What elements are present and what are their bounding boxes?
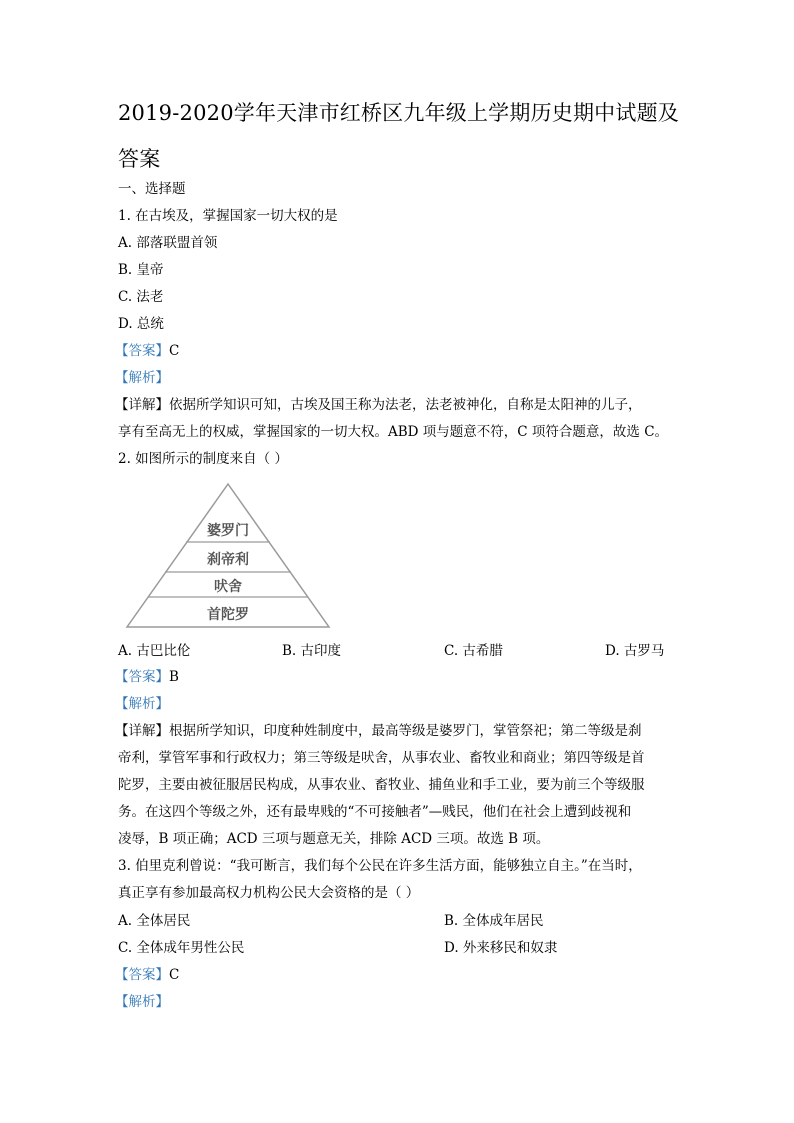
q2-answer-value: B bbox=[169, 669, 179, 685]
q1-answer bbox=[115, 342, 179, 360]
q2-detail-text: 根据所学知识，印度种姓制度中，最高等级是婆罗门，掌管祭祀；第二等级是刹 bbox=[169, 723, 642, 739]
caste-pyramid-figure bbox=[120, 480, 340, 632]
q3-analysis-label: 【解析】 bbox=[115, 994, 169, 1010]
q2-analysis-label: 【解析】 bbox=[115, 696, 169, 712]
q3-option-b: B. 全体成年居民 bbox=[444, 913, 544, 929]
q2-option-b: B. 古印度 bbox=[282, 643, 342, 659]
document-title-line-2: 答案 bbox=[118, 147, 161, 171]
q1-answer-value: C bbox=[169, 343, 180, 359]
q3-stem-line-2: 真正享有参加最高权力机构公民大会资格的是（ ） bbox=[118, 885, 420, 901]
q1-option-b: B. 皇帝 bbox=[118, 262, 164, 278]
pyramid-level-4: 首陀罗 bbox=[207, 607, 249, 623]
q2-detail-line-1 bbox=[115, 722, 642, 740]
answer-label: 【答案】 bbox=[115, 967, 169, 983]
q1-option-d: D. 总统 bbox=[118, 316, 164, 332]
answer-label: 【答案】 bbox=[115, 343, 169, 359]
detail-label: 【详解】 bbox=[115, 397, 169, 413]
q1-stem: 1. 在古埃及，掌握国家一切大权的是 bbox=[118, 208, 338, 224]
q1-detail-text: 依据所学知识可知，古埃及国王称为法老，法老被神化，自称是太阳神的儿子， bbox=[169, 397, 642, 413]
q3-answer bbox=[115, 966, 179, 984]
q1-analysis-label: 【解析】 bbox=[115, 370, 169, 386]
q1-detail-line-2: 享有至高无上的权威，掌握国家的一切大权。ABD 项与题意不符，C 项符合题意，故选 C。 bbox=[118, 424, 669, 440]
section-heading: 一、选择题 bbox=[118, 181, 186, 197]
pyramid-level-3: 吠舍 bbox=[214, 579, 242, 595]
answer-label: 【答案】 bbox=[115, 669, 169, 685]
q3-option-d: D. 外来移民和奴隶 bbox=[444, 940, 558, 956]
q2-option-c: C. 古希腊 bbox=[444, 643, 503, 659]
q2-stem: 2. 如图所示的制度来自（ ） bbox=[118, 451, 288, 467]
document-title-line-1: 2019-2020学年天津市红桥区九年级上学期历史期中试题及 bbox=[118, 101, 679, 125]
q2-answer bbox=[115, 668, 179, 686]
q2-detail-line-3: 陀罗，主要由被征服居民构成，从事农业、畜牧业、捕鱼业和手工业，要为前三个等级服 bbox=[118, 777, 645, 793]
q3-option-c: C. 全体成年男性公民 bbox=[118, 940, 245, 956]
q3-option-a: A. 全体居民 bbox=[118, 913, 191, 929]
q3-stem-line-1: 3. 伯里克利曾说：“我可断言，我们每个公民在许多生活方面，能够独立自主。”在当时， bbox=[118, 858, 642, 874]
q2-detail-line-5: 凌辱，B 项正确；ACD 三项与题意无关，排除 ACD 三项。故选 B 项。 bbox=[118, 831, 550, 847]
q2-option-a: A. 古巴比伦 bbox=[118, 643, 191, 659]
pyramid-level-1: 婆罗门 bbox=[207, 523, 249, 539]
pyramid-level-2: 刹帝利 bbox=[207, 552, 249, 568]
q1-option-c: C. 法老 bbox=[118, 289, 164, 305]
q1-detail-line-1 bbox=[115, 396, 642, 414]
detail-label: 【详解】 bbox=[115, 723, 169, 739]
q2-detail-line-4: 务。在这四个等级之外，还有最卑贱的“不可接触者”—贱民，他们在社会上遭到歧视和 bbox=[118, 804, 632, 820]
q1-option-a: A. 部落联盟首领 bbox=[118, 235, 218, 251]
q3-answer-value: C bbox=[169, 967, 180, 983]
q2-detail-line-2: 帝利，掌管军事和行政权力；第三等级是吠舍，从事农业、畜牧业和商业；第四等级是首 bbox=[118, 750, 645, 766]
q2-option-d: D. 古罗马 bbox=[605, 643, 665, 659]
